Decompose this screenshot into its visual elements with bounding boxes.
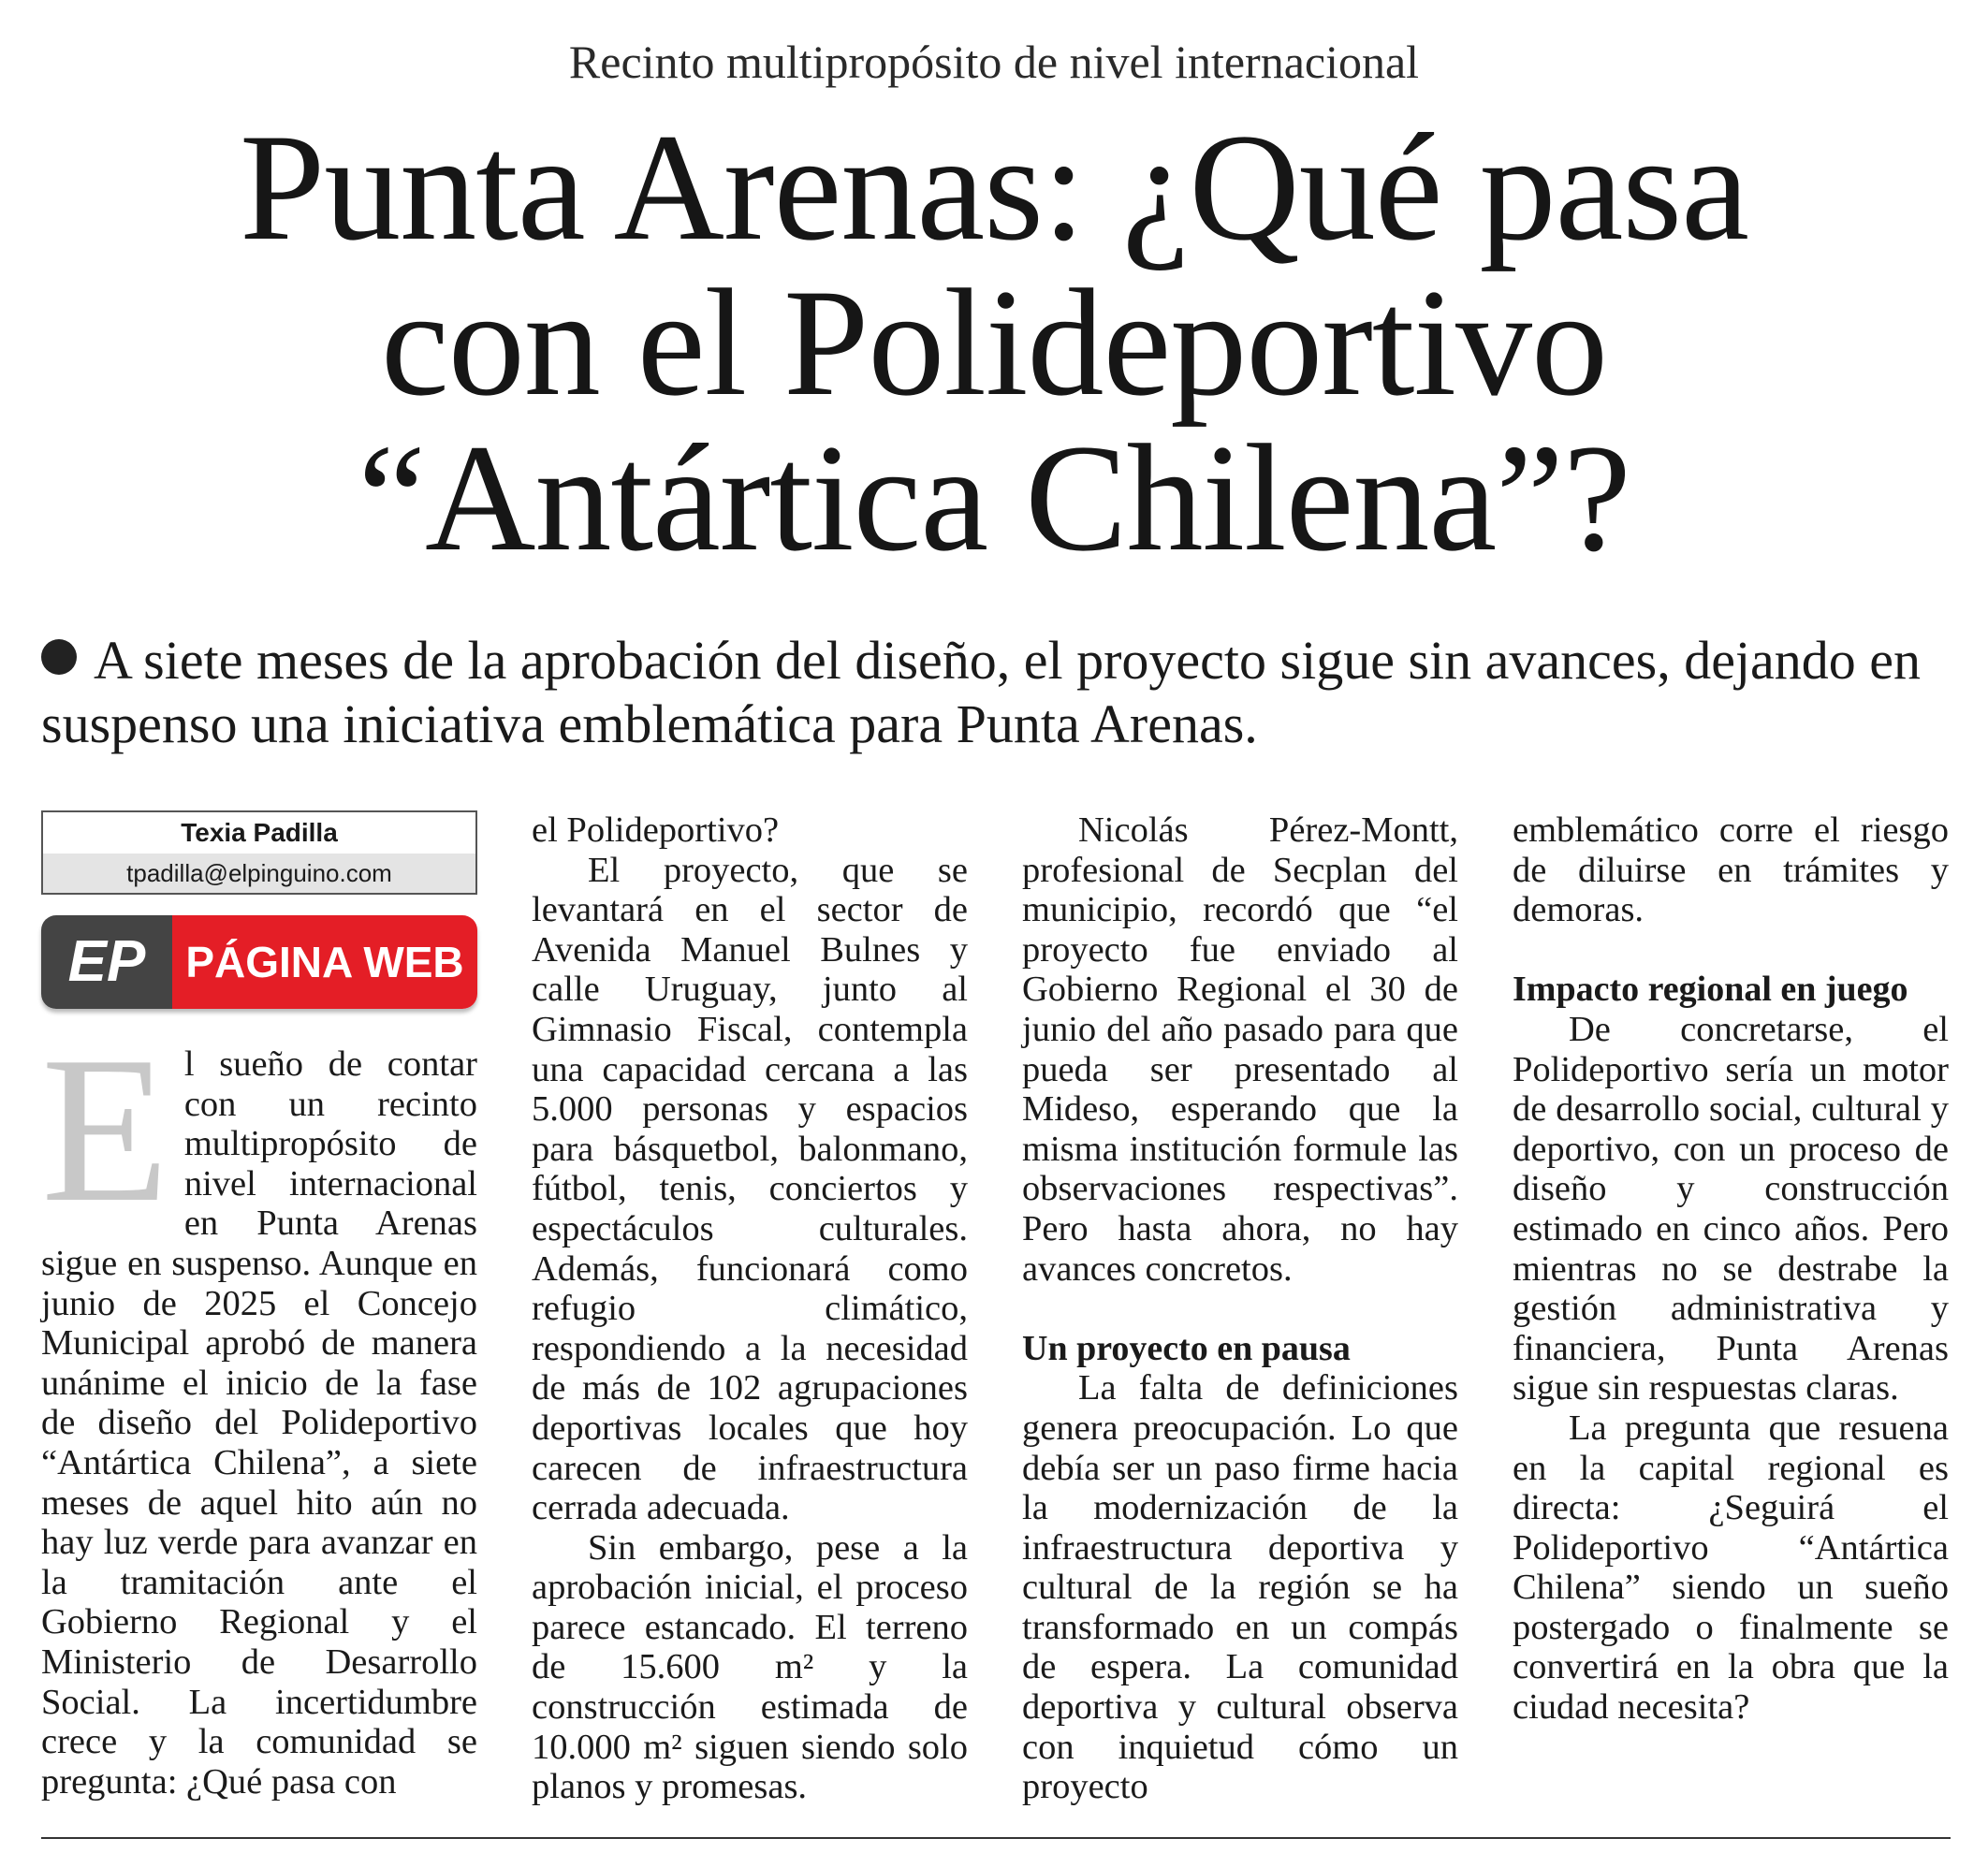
headline-line-1: Punta Arenas: ¿Qué pasa [240, 103, 1748, 272]
dek-text: A siete meses de la aprobación del diseño, el proyecto sigue sin avances, dejando en suspenso una iniciativa emblemática para Punta Arenas. [41, 630, 1922, 754]
bottom-rule [41, 1837, 1951, 1839]
byline-author: Texia Padilla [43, 812, 475, 854]
paragraph-5: La falta de definiciones genera preocupación. Lo que debía ser un paso firme hacia la modernización de la infraestructura deportiva y cultural de la región se ha transformado en un compás de espera. La comunidad deportiva y cultural observa con inquietud cómo un proyecto [1022, 1368, 1458, 1807]
paragraph-7: La pregunta que resuena en la capital regional es directa: ¿Seguirá el Polideportivo “Antártica Chilena” siendo un sueño postergado o finalmente se convertirá en la obra que la ciudad necesita? [1513, 1408, 1949, 1728]
ep-logo: EP [41, 915, 172, 1009]
paragraph-2: El proyecto, que se levantará en el sector de Avenida Manuel Bulnes y calle Uruguay, junto al Gimnasio Fiscal, contempla una capacidad cercana a las 5.000 personas y espacios para básquetbol, balonmano, fútbol, tenis, conciertos y espectáculos culturales. Además, funcionará como refugio climático, respondiendo a la necesidad de más de 102 agrupaciones deportivas locales que hoy carecen de infraestructura cerrada adecuada. [532, 850, 968, 1528]
column-3 [1022, 810, 1458, 1807]
subheading-1: Un proyecto en pausa [1022, 1328, 1351, 1368]
headline-line-3: “Antártica Chilena”? [358, 414, 1630, 583]
spacer [1513, 930, 1949, 970]
paragraph-5-continued: emblemático corre el riesgo de diluirse en trámites y demoras. [1513, 810, 1949, 930]
paragraph-1 [41, 1014, 477, 1802]
headline-line-2: con el Polideportivo [380, 258, 1608, 428]
kicker: Recinto multipropósito de nivel internacional [568, 36, 1420, 88]
column-1 [41, 810, 477, 1802]
dek [41, 629, 1951, 756]
paragraph-4: Nicolás Pérez-Montt, profesional de Secplan del municipio, recordó que “el proyecto fue enviado al Gobierno Regional el 30 de junio del año pasado para que pueda ser presentado al Mideso, esperando que la misma institución formule las observaciones respectivas”. Pero hasta ahora, no hay avances concretos. [1022, 810, 1458, 1289]
paragraph-1-continued: el Polideportivo? [532, 810, 780, 850]
bullet-icon [41, 639, 77, 675]
headline [0, 103, 1988, 583]
paragraph-1-text: l sueño de contar con un recinto multipropósito de nivel internacional en Punta Arenas sigue en suspenso. Aunque en junio de 2025 el Concejo Municipal aprobó de manera unánime el inicio de la fase de diseño del Polideportivo “Antártica Chilena”, a siete meses de aquel hito aún no hay luz verde para avanzar en la tramitación ante el Gobierno Regional y el Ministerio de Desarrollo Social. La incertidumbre crece y la comunidad se pregunta: ¿Qué pasa con [41, 1044, 477, 1802]
spacer [1022, 1289, 1458, 1329]
web-page-label: PÁGINA WEB [172, 915, 477, 1009]
byline-box [41, 810, 477, 895]
column-4 [1513, 810, 1949, 1728]
byline-email[interactable]: tpadilla@elpinguino.com [43, 854, 475, 893]
drop-cap: E [41, 1014, 169, 1246]
web-page-badge[interactable] [41, 915, 477, 1009]
subheading-2: Impacto regional en juego [1513, 970, 1908, 1010]
paragraph-3: Sin embargo, pese a la aprobación inicial, el proceso parece estancado. El terreno de 15.600 m² y la construcción estimada de 10.000 m² siguen siendo solo planos y promesas. [532, 1527, 968, 1807]
paragraph-6: De concretarse, el Polideportivo sería un motor de desarrollo social, cultural y deportivo, con un proceso de diseño y construcción estimado en cinco años. Pero mientras no se destrabe la gestión administrativa y financiera, Punta Arenas sigue sin respuestas claras. [1513, 1009, 1949, 1408]
column-2 [532, 810, 968, 1807]
